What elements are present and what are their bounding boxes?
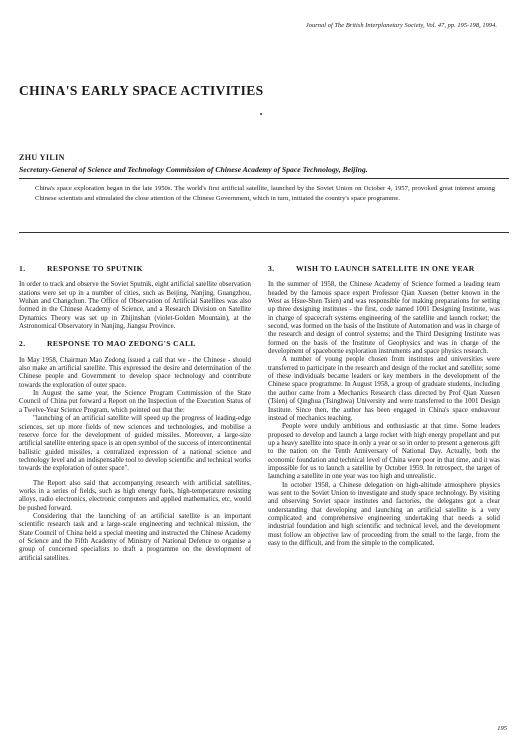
left-column xyxy=(19,265,251,563)
abstract-top-rule xyxy=(19,178,509,179)
paragraph: In August the same year, the Science Program Commission of the State Council of China put forward a Report on the Inspection of the Execution Status of a Twelve-Year Science Program, which pointed out that the: xyxy=(19,390,251,414)
section-1-heading xyxy=(19,265,251,273)
section-number: 1. xyxy=(19,264,26,273)
section-title: RESPONSE TO SPUTNIK xyxy=(47,264,143,273)
paragraph: People were unduly ambitious and enthusiastic at that time. Some leaders proposed to develop and launch a large rocket with high energy propellant and put up a heavy satellite into space in only a year or so in order to present a generous gift to the nation on the Tenth Anniversary of National Day. Actually, both the economic foundation and technical level of China were poor in that time, and it was impossible for us to launch a satellite by October 1959. In retrospect, the target of launching a satellite in one year was too high and unrealistic. xyxy=(268,423,500,481)
right-column xyxy=(268,265,500,548)
quotation: "launching of an artificial satellite will speed up the progress of leading-edge sciences, set up more fields of new sciences and technologies, and mobilise a reserve force for the development of guided missiles. Moreover, a large-size artificial satellite entering space is an open symbol of the success of intercontinental ballistic guided missiles, a centralized expression of a national science and technology level and an indispensable tool to develop scientific and technical works towards the exploration of outer space". xyxy=(19,415,251,473)
article-title: CHINA'S EARLY SPACE ACTIVITIES xyxy=(19,83,264,98)
section-2-heading xyxy=(19,340,251,348)
paragraph: The Report also said that accompanying research with artificial satellites, works in a series of fields, such as high energy fuels, high-temperature resisting alloys, radio electronics, electronic computers and applied mathematics, etc, would be pushed forward. xyxy=(19,479,251,512)
paragraph: In May 1958, Chairman Mao Zedong issued a call that we - the Chinese - should also make an artificial satellite. This expressed the desire and determination of the Chinese people and Government to develop space technology and contribute towards the exploration of outer space. xyxy=(19,356,251,389)
section-number: 2. xyxy=(19,339,26,349)
decorative-dot xyxy=(260,113,262,115)
section-number: 3. xyxy=(268,264,275,273)
section-title: WISH TO LAUNCH SATELLITE IN ONE YEAR xyxy=(296,264,475,273)
abstract-bottom-rule xyxy=(19,232,509,233)
page-number: 195 xyxy=(497,725,507,732)
paragraph: In october 1958, a Chinese delegation on high-altitude atmosphere physics was sent to the Soviet Union to investigate and study space technology. By visiting and observing Soviet space institutes and factories, the delegates got a clear understanding that developing and launching an artificial satellite is a very complicated and comprehensive engineering undertaking that needs a solid industrial foundation and high scientific and technical level, and the development must follow an objective law of proceeding from the small to the large, from the easy to the difficult, and from the simple to the complicated. xyxy=(268,481,500,547)
paragraph: In order to track and observe the Soviet Sputnik, eight artificial satellite observation stations were set up in a number of cities, such as Beijing, Nanjing, Guangzhou, Wuhan and Changchun. The Office of Observation of Artificial Satellites was also formed in the Chinese Academy of Science, and a Research Division on Satellite Dynamics Theory was set up in Zhijinshan (violet-Golden Mountain), at the Astronomical Observatory in Nanjing, Jiangsu Province. xyxy=(19,281,251,331)
journal-header: Journal of The British Interplanetary Society, Vol. 47, pp. 195-198, 1994. xyxy=(305,22,497,29)
paragraph: In the summer of 1958, the Chinese Academy of Science formed a leading team headed by the famous space expert Professor Qian Xuesen (better known in the West as Hsue-Shen Tsien) and was responsible for making preparations for setting up three designing institutes - the first, code named 1001 Designing Institute, was in charge of spacecraft systems engineering of the satellite and launch rocket; the second, was formed on the basis of the Institute of Automation and was in charge of the research and design of control systems; and the Third Designing Institute was formed on the basis of the Institute of Geophysics and was in charge of the development of spaceborne exploration instruments and space physics research. xyxy=(268,281,500,356)
author-name: ZHU YILIN xyxy=(19,153,65,162)
paragraph: A number of young people chosen from institutes and universities were transferred to participate in the research and design of the rocket and satellite; some of these individuals became leaders or key members in the development of the Chinese space programme. In August 1958, a group of graduate students, including the author came from a Mechanics Research class directed by Prof Qian Xuesen (Tsien) of Qinghua (Tsinghwa) University and were transferred to the 1001 Design Institute. Since then, the author has been engaged in China's space endeavour instead of mechanics teaching. xyxy=(268,356,500,422)
abstract: China's space exploration began in the late 1950s. The world's first artificial satellite, launched by the Soviet Union on October 4, 1957, provoked great interest among Chinese scientists and stimulated the close attention of the Chinese Government, which in turn, initiated the country's space programme. xyxy=(35,185,495,202)
paragraph: Considering that the launching of an artificial satellite is an important scientific research task and a large-scale engineering and technical mission, the State Council of China held a special meeting and instructed the Chinese Academy of Science and the Fifth Academy of Ministry of National Defence to organise a group of concerned specialists to draft a programme on the development of artificial satellites. xyxy=(19,512,251,562)
author-affiliation: Secretary-General of Science and Technology Commission of Chinese Academy of Space Technology, Beijing. xyxy=(19,165,368,174)
section-title: RESPONSE TO MAO ZEDONG'S CALL xyxy=(47,339,196,349)
section-3-heading xyxy=(268,265,500,273)
